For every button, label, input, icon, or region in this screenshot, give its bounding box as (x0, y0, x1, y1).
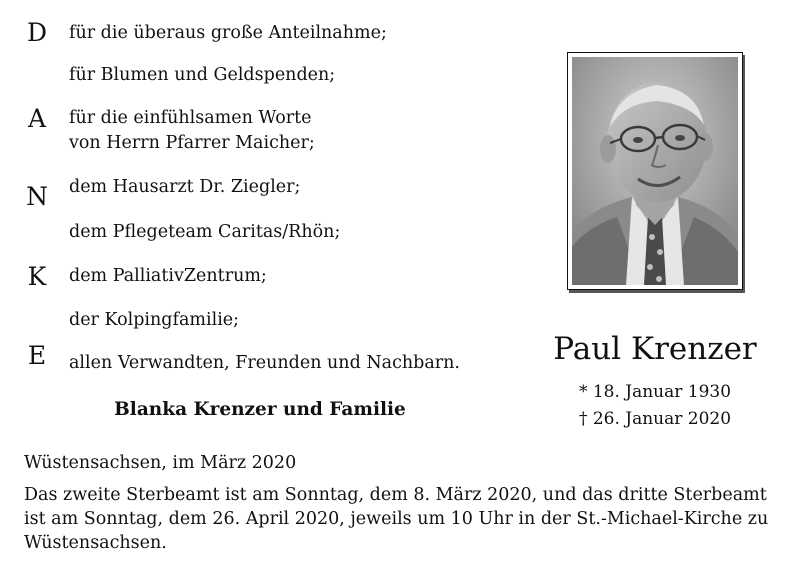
deceased-name: Paul Krenzer (553, 331, 757, 367)
thanks-line: allen Verwandten, Freunden und Nachbarn. (69, 353, 460, 373)
birth-date: * 18. Januar 1930 (578, 382, 732, 402)
family-signature: Blanka Krenzer und Familie (114, 399, 406, 420)
thanks-line: für Blumen und Geldspenden; (69, 65, 336, 85)
acrostic-letter-e: E (27, 341, 47, 370)
thanks-line: von Herrn Pfarrer Maicher; (69, 133, 315, 153)
acrostic-letter-a: A (27, 104, 47, 133)
thanks-line: dem Pflegeteam Caritas/Rhön; (69, 222, 341, 242)
thanks-line: für die überaus große Anteilnahme; (69, 23, 387, 43)
thanks-line: dem Hausarzt Dr. Ziegler; (69, 177, 301, 197)
portrait-photo (567, 52, 743, 290)
thanks-line: für die einfühlsamen Worte (69, 108, 312, 128)
service-notice: Das zweite Sterbeamt ist am Sonntag, dem 8. März 2020, und das dritte Sterbeamt ist am Sonntag, dem 26. April 2020, jeweils um 10 Uhr in der St.-Michael-Kirche zu Wüstensachsen. (24, 485, 769, 553)
thanks-line: dem PalliativZentrum; (69, 266, 267, 286)
acrostic-letter-d: D (26, 18, 48, 47)
acrostic-letter-n: N (26, 182, 48, 211)
portrait-image (572, 57, 738, 285)
place-date: Wüstensachsen, im März 2020 (24, 453, 297, 473)
acrostic-letter-k: K (27, 262, 47, 291)
thanks-line: der Kolpingfamilie; (69, 310, 240, 330)
death-date: † 26. Januar 2020 (578, 409, 732, 429)
